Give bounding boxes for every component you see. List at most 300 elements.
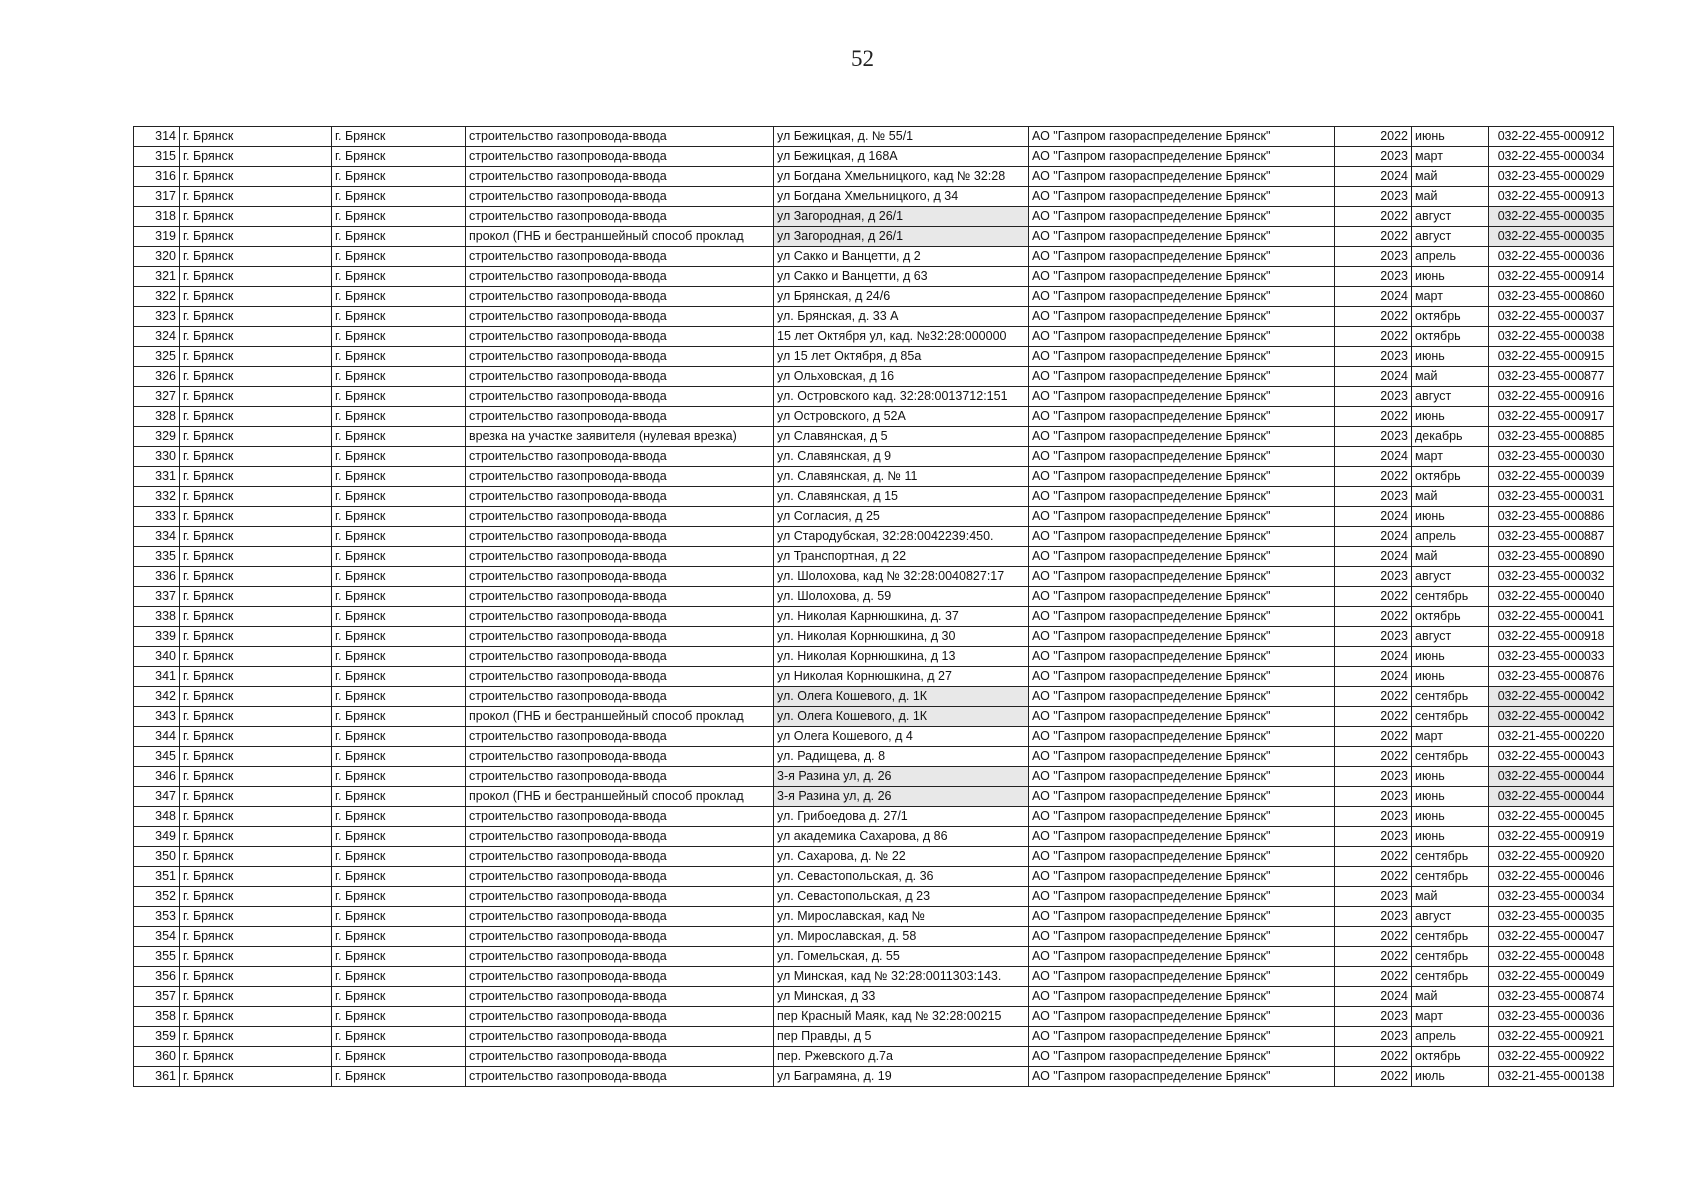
address-cell: ул Минская, д 33 [774,987,1029,1007]
city-cell: г. Брянск [180,287,332,307]
table-row [134,827,1614,847]
city-cell: г. Брянск [180,1047,332,1067]
row-number: 336 [134,567,180,587]
organization-cell: АО "Газпром газораспределение Брянск" [1029,147,1335,167]
month-cell: март [1412,287,1489,307]
registry-code-cell: 032-23-455-000032 [1489,567,1614,587]
row-number: 342 [134,687,180,707]
address-cell: ул Николая Корнюшкина, д 27 [774,667,1029,687]
address-cell: ул Минская, кад № 32:28:0011303:143. [774,967,1029,987]
month-cell: июнь [1412,647,1489,667]
month-cell: август [1412,907,1489,927]
locality-cell: г. Брянск [332,407,466,427]
address-cell: пер Красный Маяк, кад № 32:28:00215 [774,1007,1029,1027]
row-number: 345 [134,747,180,767]
table-row [134,747,1614,767]
work-type-cell: строительство газопровода-ввода [466,147,774,167]
registry-code-cell: 032-22-455-000917 [1489,407,1614,427]
row-number: 326 [134,367,180,387]
city-cell: г. Брянск [180,207,332,227]
month-cell: сентябрь [1412,867,1489,887]
year-cell: 2022 [1335,687,1412,707]
organization-cell: АО "Газпром газораспределение Брянск" [1029,287,1335,307]
month-cell: июнь [1412,347,1489,367]
work-type-cell: строительство газопровода-ввода [466,927,774,947]
address-cell: ул. Николая Карнюшкина, д. 37 [774,607,1029,627]
work-type-cell: строительство газопровода-ввода [466,287,774,307]
year-cell: 2024 [1335,167,1412,187]
row-number: 348 [134,807,180,827]
registry-code-cell: 032-22-455-000038 [1489,327,1614,347]
locality-cell: г. Брянск [332,607,466,627]
year-cell: 2022 [1335,607,1412,627]
work-type-cell: строительство газопровода-ввода [466,1067,774,1087]
locality-cell: г. Брянск [332,567,466,587]
organization-cell: АО "Газпром газораспределение Брянск" [1029,467,1335,487]
registry-code-cell: 032-22-455-000035 [1489,207,1614,227]
month-cell: май [1412,167,1489,187]
year-cell: 2022 [1335,927,1412,947]
year-cell: 2024 [1335,987,1412,1007]
city-cell: г. Брянск [180,347,332,367]
locality-cell: г. Брянск [332,747,466,767]
work-type-cell: строительство газопровода-ввода [466,267,774,287]
row-number: 361 [134,1067,180,1087]
address-cell: ул. Сахарова, д. № 22 [774,847,1029,867]
registry-code-cell: 032-22-455-000914 [1489,267,1614,287]
page-number: 52 [851,46,874,71]
year-cell: 2024 [1335,367,1412,387]
row-number: 351 [134,867,180,887]
year-cell: 2023 [1335,887,1412,907]
work-type-cell: строительство газопровода-ввода [466,807,774,827]
month-cell: март [1412,1007,1489,1027]
year-cell: 2023 [1335,267,1412,287]
organization-cell: АО "Газпром газораспределение Брянск" [1029,507,1335,527]
table-row [134,607,1614,627]
work-type-cell: строительство газопровода-ввода [466,487,774,507]
city-cell: г. Брянск [180,427,332,447]
table-row [134,467,1614,487]
month-cell: август [1412,567,1489,587]
work-type-cell: строительство газопровода-ввода [466,467,774,487]
address-cell: ул Ольховская, д 16 [774,367,1029,387]
work-type-cell: строительство газопровода-ввода [466,307,774,327]
month-cell: апрель [1412,1027,1489,1047]
row-number: 356 [134,967,180,987]
city-cell: г. Брянск [180,967,332,987]
work-type-cell: строительство газопровода-ввода [466,687,774,707]
locality-cell: г. Брянск [332,1047,466,1067]
year-cell: 2023 [1335,567,1412,587]
row-number: 354 [134,927,180,947]
city-cell: г. Брянск [180,447,332,467]
table-row [134,447,1614,467]
locality-cell: г. Брянск [332,247,466,267]
locality-cell: г. Брянск [332,967,466,987]
work-type-cell: врезка на участке заявителя (нулевая врезка) [466,427,774,447]
address-cell: ул 15 лет Октября, д 85а [774,347,1029,367]
row-number: 324 [134,327,180,347]
year-cell: 2022 [1335,227,1412,247]
city-cell: г. Брянск [180,267,332,287]
locality-cell: г. Брянск [332,727,466,747]
city-cell: г. Брянск [180,247,332,267]
table-row [134,367,1614,387]
year-cell: 2022 [1335,707,1412,727]
locality-cell: г. Брянск [332,667,466,687]
table-row [134,1067,1614,1087]
work-type-cell: строительство газопровода-ввода [466,587,774,607]
year-cell: 2022 [1335,127,1412,147]
month-cell: сентябрь [1412,847,1489,867]
organization-cell: АО "Газпром газораспределение Брянск" [1029,787,1335,807]
work-type-cell: строительство газопровода-ввода [466,947,774,967]
month-cell: октябрь [1412,1047,1489,1067]
organization-cell: АО "Газпром газораспределение Брянск" [1029,987,1335,1007]
row-number: 318 [134,207,180,227]
address-cell: ул Загородная, д 26/1 [774,227,1029,247]
locality-cell: г. Брянск [332,847,466,867]
locality-cell: г. Брянск [332,627,466,647]
work-type-cell: строительство газопровода-ввода [466,887,774,907]
city-cell: г. Брянск [180,767,332,787]
month-cell: апрель [1412,527,1489,547]
registry-code-cell: 032-22-455-000036 [1489,247,1614,267]
month-cell: июнь [1412,127,1489,147]
registry-code-cell: 032-22-455-000919 [1489,827,1614,847]
organization-cell: АО "Газпром газораспределение Брянск" [1029,967,1335,987]
organization-cell: АО "Газпром газораспределение Брянск" [1029,567,1335,587]
organization-cell: АО "Газпром газораспределение Брянск" [1029,607,1335,627]
registry-code-cell: 032-22-455-000043 [1489,747,1614,767]
registry-code-cell: 032-23-455-000031 [1489,487,1614,507]
table-row [134,707,1614,727]
locality-cell: г. Брянск [332,807,466,827]
year-cell: 2022 [1335,307,1412,327]
city-cell: г. Брянск [180,227,332,247]
city-cell: г. Брянск [180,507,332,527]
month-cell: август [1412,387,1489,407]
locality-cell: г. Брянск [332,827,466,847]
table-row [134,767,1614,787]
table-row [134,527,1614,547]
locality-cell: г. Брянск [332,267,466,287]
organization-cell: АО "Газпром газораспределение Брянск" [1029,327,1335,347]
address-cell: ул. Славянская, д 9 [774,447,1029,467]
registry-code-cell: 032-22-455-000912 [1489,127,1614,147]
city-cell: г. Брянск [180,867,332,887]
address-cell: ул. Славянская, д. № 11 [774,467,1029,487]
organization-cell: АО "Газпром газораспределение Брянск" [1029,547,1335,567]
organization-cell: АО "Газпром газораспределение Брянск" [1029,687,1335,707]
address-cell: ул Сакко и Ванцетти, д 2 [774,247,1029,267]
row-number: 329 [134,427,180,447]
row-number: 333 [134,507,180,527]
work-type-cell: прокол (ГНБ и бестраншейный способ проклад [466,787,774,807]
locality-cell: г. Брянск [332,887,466,907]
city-cell: г. Брянск [180,547,332,567]
address-cell: 3-я Разина ул, д. 26 [774,767,1029,787]
table-row [134,987,1614,1007]
table-row [134,227,1614,247]
locality-cell: г. Брянск [332,947,466,967]
work-type-cell: строительство газопровода-ввода [466,187,774,207]
work-type-cell: строительство газопровода-ввода [466,547,774,567]
month-cell: июнь [1412,767,1489,787]
year-cell: 2024 [1335,667,1412,687]
row-number: 357 [134,987,180,1007]
row-number: 358 [134,1007,180,1027]
registry-code-cell: 032-22-455-000040 [1489,587,1614,607]
city-cell: г. Брянск [180,987,332,1007]
address-cell: ул Транспортная, д 22 [774,547,1029,567]
organization-cell: АО "Газпром газораспределение Брянск" [1029,887,1335,907]
city-cell: г. Брянск [180,787,332,807]
table-row [134,307,1614,327]
organization-cell: АО "Газпром газораспределение Брянск" [1029,127,1335,147]
city-cell: г. Брянск [180,847,332,867]
registry-code-cell: 032-22-455-000916 [1489,387,1614,407]
locality-cell: г. Брянск [332,127,466,147]
table-row [134,887,1614,907]
locality-cell: г. Брянск [332,187,466,207]
registry-code-cell: 032-22-455-000041 [1489,607,1614,627]
work-type-cell: строительство газопровода-ввода [466,567,774,587]
work-type-cell: строительство газопровода-ввода [466,407,774,427]
locality-cell: г. Брянск [332,287,466,307]
row-number: 344 [134,727,180,747]
organization-cell: АО "Газпром газораспределение Брянск" [1029,927,1335,947]
organization-cell: АО "Газпром газораспределение Брянск" [1029,227,1335,247]
address-cell: ул. Олега Кошевого, д. 1К [774,707,1029,727]
address-cell: 3-я Разина ул, д. 26 [774,787,1029,807]
year-cell: 2023 [1335,1027,1412,1047]
work-type-cell: строительство газопровода-ввода [466,247,774,267]
row-number: 353 [134,907,180,927]
city-cell: г. Брянск [180,147,332,167]
table-row [134,1027,1614,1047]
organization-cell: АО "Газпром газораспределение Брянск" [1029,587,1335,607]
organization-cell: АО "Газпром газораспределение Брянск" [1029,627,1335,647]
table-row [134,147,1614,167]
registry-body [134,127,1614,1087]
organization-cell: АО "Газпром газораспределение Брянск" [1029,527,1335,547]
organization-cell: АО "Газпром газораспределение Брянск" [1029,407,1335,427]
registry-code-cell: 032-23-455-000876 [1489,667,1614,687]
month-cell: декабрь [1412,427,1489,447]
organization-cell: АО "Газпром газораспределение Брянск" [1029,807,1335,827]
registry-code-cell: 032-23-455-000036 [1489,1007,1614,1027]
registry-code-cell: 032-22-455-000045 [1489,807,1614,827]
city-cell: г. Брянск [180,387,332,407]
city-cell: г. Брянск [180,187,332,207]
organization-cell: АО "Газпром газораспределение Брянск" [1029,847,1335,867]
address-cell: ул Стародубская, 32:28:0042239:450. [774,527,1029,547]
locality-cell: г. Брянск [332,767,466,787]
locality-cell: г. Брянск [332,587,466,607]
address-cell: ул. Николая Корнюшкина, д 30 [774,627,1029,647]
row-number: 341 [134,667,180,687]
work-type-cell: строительство газопровода-ввода [466,667,774,687]
table-row [134,547,1614,567]
year-cell: 2022 [1335,407,1412,427]
table-row [134,687,1614,707]
organization-cell: АО "Газпром газораспределение Брянск" [1029,347,1335,367]
organization-cell: АО "Газпром газораспределение Брянск" [1029,667,1335,687]
city-cell: г. Брянск [180,527,332,547]
locality-cell: г. Брянск [332,387,466,407]
work-type-cell: строительство газопровода-ввода [466,627,774,647]
organization-cell: АО "Газпром газораспределение Брянск" [1029,267,1335,287]
registry-code-cell: 032-22-455-000918 [1489,627,1614,647]
row-number: 350 [134,847,180,867]
address-cell: ул. Мирославская, кад № [774,907,1029,927]
month-cell: сентябрь [1412,967,1489,987]
row-number: 332 [134,487,180,507]
month-cell: июнь [1412,827,1489,847]
registry-code-cell: 032-22-455-000922 [1489,1047,1614,1067]
table-row [134,947,1614,967]
table-row [134,927,1614,947]
row-number: 343 [134,707,180,727]
month-cell: август [1412,227,1489,247]
city-cell: г. Брянск [180,907,332,927]
address-cell: 15 лет Октября ул, кад. №32:28:000000 [774,327,1029,347]
registry-code-cell: 032-22-455-000913 [1489,187,1614,207]
work-type-cell: строительство газопровода-ввода [466,347,774,367]
locality-cell: г. Брянск [332,867,466,887]
year-cell: 2024 [1335,527,1412,547]
locality-cell: г. Брянск [332,1007,466,1027]
organization-cell: АО "Газпром газораспределение Брянск" [1029,247,1335,267]
table-row [134,267,1614,287]
year-cell: 2023 [1335,1007,1412,1027]
table-row [134,1007,1614,1027]
registry-code-cell: 032-22-455-000034 [1489,147,1614,167]
city-cell: г. Брянск [180,1027,332,1047]
row-number: 349 [134,827,180,847]
year-cell: 2023 [1335,627,1412,647]
city-cell: г. Брянск [180,687,332,707]
year-cell: 2024 [1335,547,1412,567]
year-cell: 2023 [1335,247,1412,267]
address-cell: ул Сакко и Ванцетти, д 63 [774,267,1029,287]
address-cell: ул. Островского кад. 32:28:0013712:151 [774,387,1029,407]
registry-code-cell: 032-21-455-000220 [1489,727,1614,747]
row-number: 323 [134,307,180,327]
address-cell: ул. Севастопольская, д. 36 [774,867,1029,887]
address-cell: ул. Грибоедова д. 27/1 [774,807,1029,827]
table-row [134,327,1614,347]
year-cell: 2022 [1335,1067,1412,1087]
row-number: 327 [134,387,180,407]
month-cell: сентябрь [1412,927,1489,947]
row-number: 355 [134,947,180,967]
year-cell: 2022 [1335,867,1412,887]
address-cell: ул Островского, д 52А [774,407,1029,427]
registry-code-cell: 032-23-455-000886 [1489,507,1614,527]
year-cell: 2022 [1335,207,1412,227]
registry-code-cell: 032-23-455-000890 [1489,547,1614,567]
registry-code-cell: 032-22-455-000042 [1489,687,1614,707]
table-row [134,807,1614,827]
address-cell: ул. Севастопольская, д 23 [774,887,1029,907]
row-number: 337 [134,587,180,607]
registry-code-cell: 032-22-455-000035 [1489,227,1614,247]
year-cell: 2023 [1335,487,1412,507]
registry-code-cell: 032-22-455-000044 [1489,787,1614,807]
year-cell: 2022 [1335,327,1412,347]
month-cell: май [1412,487,1489,507]
address-cell: ул. Славянская, д 15 [774,487,1029,507]
locality-cell: г. Брянск [332,1027,466,1047]
address-cell: ул Славянская, д 5 [774,427,1029,447]
month-cell: апрель [1412,247,1489,267]
address-cell: ул. Мирославская, д. 58 [774,927,1029,947]
city-cell: г. Брянск [180,487,332,507]
work-type-cell: строительство газопровода-ввода [466,607,774,627]
table-row [134,507,1614,527]
address-cell: ул Согласия, д 25 [774,507,1029,527]
row-number: 338 [134,607,180,627]
year-cell: 2023 [1335,147,1412,167]
organization-cell: АО "Газпром газораспределение Брянск" [1029,447,1335,467]
work-type-cell: строительство газопровода-ввода [466,967,774,987]
city-cell: г. Брянск [180,707,332,727]
city-cell: г. Брянск [180,1007,332,1027]
registry-code-cell: 032-23-455-000887 [1489,527,1614,547]
work-type-cell: строительство газопровода-ввода [466,127,774,147]
city-cell: г. Брянск [180,1067,332,1087]
row-number: 347 [134,787,180,807]
month-cell: октябрь [1412,607,1489,627]
work-type-cell: строительство газопровода-ввода [466,867,774,887]
organization-cell: АО "Газпром газораспределение Брянск" [1029,207,1335,227]
registry-code-cell: 032-22-455-000042 [1489,707,1614,727]
row-number: 321 [134,267,180,287]
year-cell: 2023 [1335,187,1412,207]
registry-code-cell: 032-23-455-000035 [1489,907,1614,927]
locality-cell: г. Брянск [332,787,466,807]
locality-cell: г. Брянск [332,447,466,467]
work-type-cell: строительство газопровода-ввода [466,447,774,467]
locality-cell: г. Брянск [332,347,466,367]
city-cell: г. Брянск [180,667,332,687]
month-cell: май [1412,187,1489,207]
year-cell: 2023 [1335,347,1412,367]
table-row [134,647,1614,667]
month-cell: сентябрь [1412,947,1489,967]
registry-code-cell: 032-22-455-000039 [1489,467,1614,487]
registry-code-cell: 032-22-455-000920 [1489,847,1614,867]
organization-cell: АО "Газпром газораспределение Брянск" [1029,427,1335,447]
table-row [134,187,1614,207]
registry-code-cell: 032-23-455-000029 [1489,167,1614,187]
registry-code-cell: 032-23-455-000030 [1489,447,1614,467]
locality-cell: г. Брянск [332,907,466,927]
registry-code-cell: 032-22-455-000049 [1489,967,1614,987]
year-cell: 2024 [1335,507,1412,527]
table-row [134,867,1614,887]
locality-cell: г. Брянск [332,327,466,347]
locality-cell: г. Брянск [332,527,466,547]
city-cell: г. Брянск [180,927,332,947]
row-number: 331 [134,467,180,487]
year-cell: 2023 [1335,807,1412,827]
work-type-cell: строительство газопровода-ввода [466,207,774,227]
organization-cell: АО "Газпром газораспределение Брянск" [1029,1047,1335,1067]
